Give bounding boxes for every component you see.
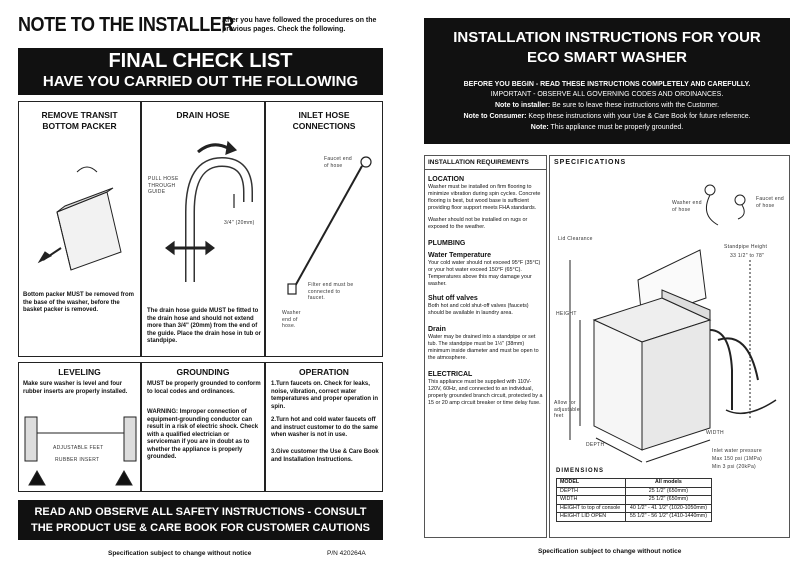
cap-pressure-2: Max 150 psi (1MPa) [712, 456, 763, 462]
inlet-hose-illustration [274, 152, 379, 302]
left-intro: After you have followed the procedures on the previous pages. Check the following. [222, 17, 377, 33]
inlet-cap-filter: Filter end must be connected to faucet. [308, 282, 354, 301]
table-row [557, 504, 712, 513]
install-header [424, 18, 790, 144]
washer-tilt-illustration [37, 152, 127, 272]
consumer-text: Keep these instructions with your Use & Care Book for future reference. [528, 113, 751, 120]
drain-req-text: Water may be drained into a standpipe or set tub. The standpipe must be 1½" (38mm) minimum inside diameter and must be open to the atmosphere. [428, 334, 539, 361]
table-row [557, 496, 712, 505]
plumbing-heading: PLUMBING [428, 240, 466, 247]
inlet-heading: INLET HOSE CONNECTIONS [292, 110, 356, 131]
table-row [557, 487, 712, 496]
operation-item-1: 1.Turn faucets on. Check for leaks, noise, vibration, correct water temperatures and proper operation in spin. [271, 381, 379, 410]
dims-row-value: 25 1/2" (650mm) [625, 496, 711, 505]
dimensions-header-row [557, 479, 712, 488]
packer-text: Bottom packer MUST be removed from the base of the washer, before the basket packer is removed. [23, 292, 135, 313]
consumer-label: Note to Consumer: [463, 113, 527, 120]
safety-line2: THE PRODUCT USE & CARE BOOK FOR CUSTOMER CAUTIONS [31, 522, 370, 534]
cap-washer-end: Washer end of hose [672, 200, 702, 213]
table-row [557, 513, 712, 522]
water-heading: Water Temperature [428, 252, 492, 259]
operation-box [265, 362, 383, 492]
shutoff-text: Both hot and cold shut-off valves (faucets) should be available in laundry area. [428, 303, 529, 316]
cap-standpipe-value: 33 1/2" to 78" [730, 253, 765, 259]
dimensions-heading: DIMENSIONS [556, 468, 605, 474]
dims-row-value: 40 1/2" - 41 1/2" (1020-1050mm) [625, 504, 711, 513]
dims-row-value: 25 1/2" (650mm) [625, 487, 711, 496]
inlet-cap-washer: Washer end of hose. [282, 310, 301, 329]
drain-heading: DRAIN HOSE [176, 110, 230, 120]
grounding-text2: WARNING: Improper connection of equipment-grounding conductor can result in a risk of electric shock. Check with a qualified electrician or serviceman if you are in doubt as to whether the appliance is properly grounded. [147, 409, 259, 460]
location-text2: Washer should not be installed on rugs or exposed to the weather. [428, 217, 528, 230]
right-footnote: Specification subject to change without notice [538, 548, 682, 555]
operation-item-3: 3.Give customer the Use & Care Book and Installation Instructions. [271, 449, 379, 463]
cap-pressure-1: Inlet water pressure [712, 448, 762, 454]
note-text: This appliance must be properly grounded. [550, 124, 684, 131]
electrical-heading: ELECTRICAL [428, 371, 473, 378]
install-important: IMPORTANT - OBSERVE ALL GOVERNING CODES AND ORDINANCES. [490, 91, 724, 98]
packer-heading: REMOVE TRANSIT BOTTOM PACKER [41, 110, 118, 131]
install-title2: ECO SMART WASHER [526, 49, 687, 66]
left-title: NOTE TO THE INSTALLER [18, 14, 234, 36]
banner-line2: HAVE YOU CARRIED OUT THE FOLLOWING [42, 73, 359, 90]
left-footnote: Specification subject to change without notice [108, 550, 252, 557]
cap-depth: DEPTH [586, 442, 605, 448]
drain-text: The drain hose guide MUST be fitted to the drain hose and should not extend more than 3/4" (20mm) from the end of the guide. Place the drain hose in tub or standpipe. [147, 308, 262, 344]
drain-box [141, 101, 265, 357]
install-title1: INSTALLATION INSTRUCTIONS FOR YOUR [453, 29, 761, 46]
leveling-heading: LEVELING [58, 367, 101, 377]
leveling-feet-illustration [23, 415, 138, 489]
dims-col-all: All models [625, 479, 711, 488]
dimensions-table [556, 478, 712, 522]
req-heading: INSTALLATION REQUIREMENTS [425, 156, 546, 170]
part-number: P/N 420264A [327, 550, 366, 557]
consumer-note [424, 111, 790, 122]
spec-heading: SPECIFICATIONS [554, 159, 627, 166]
drain-req-heading: Drain [428, 326, 446, 333]
note-label: Note: [530, 124, 549, 131]
operation-item-2: 2.Turn hot and cold water faucets off and instruct customer to do the same when washer is not in use. [271, 417, 379, 438]
shutoff-heading: Shut off valves [428, 295, 478, 302]
leveling-cap-insert: RUBBER INSERT [55, 457, 100, 463]
packer-box [18, 101, 141, 357]
location-heading: LOCATION [428, 176, 465, 183]
drain-cap-dim: 3/4" (20mm) [224, 220, 255, 226]
washer-dimensions-illustration [550, 170, 790, 470]
drain-cap-pull: PULL HOSE THROUGH GUIDE [148, 176, 179, 195]
cap-standpipe: Standpipe Height [724, 244, 768, 250]
safety-line1: READ AND OBSERVE ALL SAFETY INSTRUCTIONS - CONSULT [34, 506, 367, 518]
dims-col-model: MODEL [557, 479, 626, 488]
specifications-panel [549, 155, 790, 538]
grounding-box [141, 362, 265, 492]
location-text1: Washer must be installed on firm flooring to minimize vibration during spin cycles. Concrete flooring is best, but wood base is sufficient providing floor support meets FHA standards. [428, 184, 541, 211]
requirements-panel [424, 155, 547, 538]
installer-note [424, 100, 790, 111]
water-text: Your cold water should not exceed 95°F (35°C) or your hot water exceed 150°F (65°C). Temperatures above this may damage your washer. [428, 260, 541, 287]
dims-row-value: 55 1/2" - 56 1/2" (1410-1440mm) [625, 513, 711, 522]
dims-row-label: HEIGHT to top of console [557, 504, 626, 513]
final-check-banner [18, 48, 383, 95]
banner-line1: FINAL CHECK LIST [108, 50, 293, 72]
install-before: BEFORE YOU BEGIN - READ THESE INSTRUCTIONS COMPLETELY AND CAREFULLY. [463, 81, 751, 88]
cap-faucet-end: Faucet end of hose [756, 196, 785, 209]
dims-row-label: HEIGHT LID OPEN [557, 513, 626, 522]
installer-label: Note to installer: [494, 102, 551, 109]
cap-width: WIDTH [706, 430, 724, 436]
inlet-box [265, 101, 383, 357]
grounding-text1: MUST be properly grounded to conform to local codes and ordinances. [147, 381, 261, 395]
leveling-text: Make sure washer is level and four rubber inserts are properly installed. [23, 381, 128, 395]
dims-row-label: DEPTH [557, 487, 626, 496]
grounding-heading: GROUNDING [176, 367, 230, 377]
leveling-box [18, 362, 141, 492]
dims-row-label: WIDTH [557, 496, 626, 505]
cap-allow-feet: Allow for adjustable feet [554, 400, 580, 419]
electrical-text: This appliance must be supplied with 110V-120V, 60Hz, and connected to an individual, properly grounded branch circuit, protected by a 15 or 20 amp circuit breaker or time delay fuse. [428, 379, 543, 406]
cap-pressure-3: Min 3 psi (20kPa) [712, 464, 757, 470]
safety-banner [18, 500, 383, 540]
drain-hose-illustration [162, 132, 262, 292]
operation-heading: OPERATION [299, 367, 349, 377]
inlet-cap-faucet: Faucet end of hose [324, 156, 353, 169]
cap-lid-clearance: Lid Clearance [558, 236, 593, 242]
installer-text: Be sure to leave these instructions with the Customer. [552, 102, 720, 109]
ground-note [424, 122, 790, 133]
cap-height: HEIGHT [556, 311, 577, 317]
leveling-cap-feet: ADJUSTABLE FEET [53, 445, 104, 451]
